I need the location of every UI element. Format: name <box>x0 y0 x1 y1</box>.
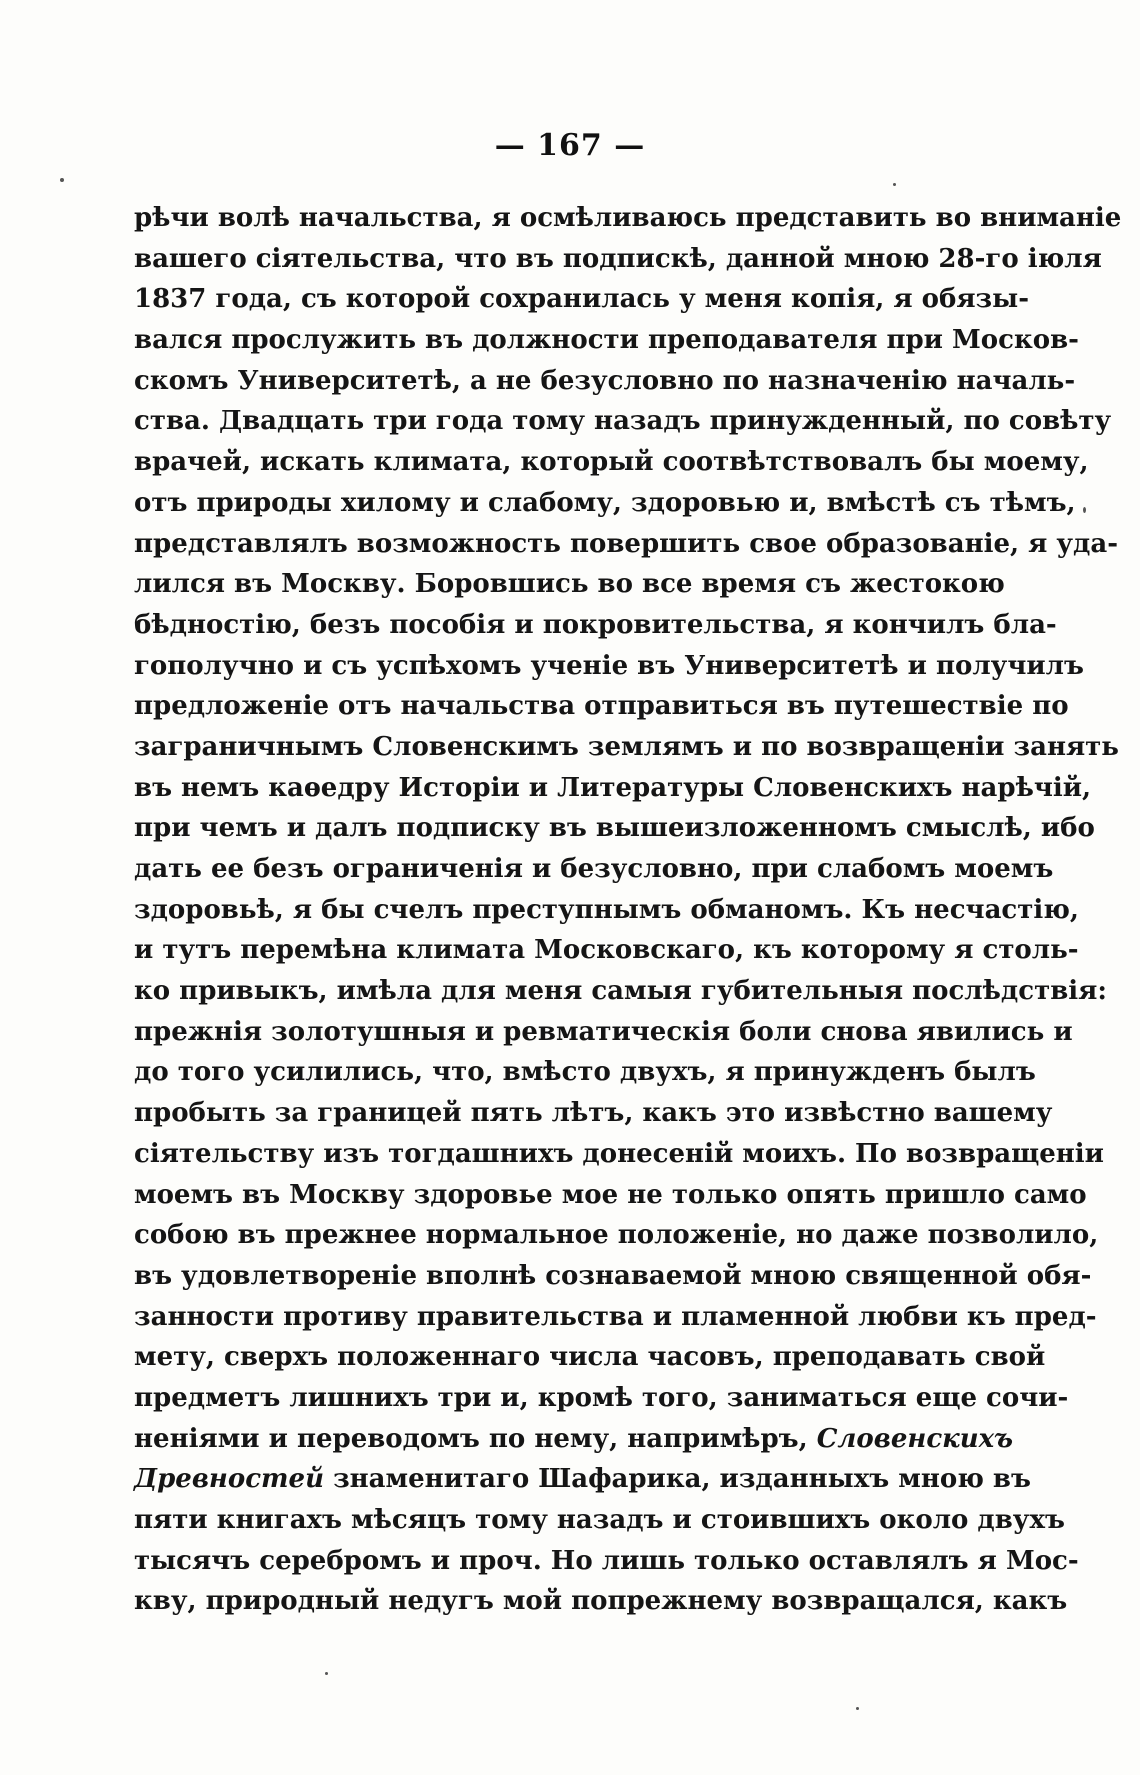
text-line: при чемъ и далъ подписку въ вышеизложенномъ смыслѣ, ибо <box>134 813 1095 844</box>
scan-speck <box>1083 507 1086 513</box>
text-line: сіятельству изъ тогдашнихъ донесеній моихъ. По возвращеніи <box>134 1138 1104 1169</box>
text-line: моемъ въ Москву здоровье мое не только опять пришло само <box>134 1179 1087 1210</box>
text-line: вашего сіятельства, что въ подпискѣ, данной мною 28-го іюля <box>134 243 1102 274</box>
text-line-with-italic <box>134 1459 1031 1500</box>
text-line: предложеніе отъ начальства отправиться въ путешествіе по <box>134 691 1069 722</box>
text-line: прежнія золотушныя и ревматическія боли снова явились и <box>134 1016 1073 1047</box>
scan-speck <box>893 183 896 186</box>
text-line: мету, сверхъ положеннаго числа часовъ, преподавать свой <box>134 1342 1046 1373</box>
text-line: занности противу правительства и пламенной любви къ пред- <box>134 1301 1097 1332</box>
text-fragment: неніями и переводомъ по нему, напримѣръ, <box>134 1423 808 1454</box>
scan-speck <box>325 1672 328 1675</box>
text-line: 1837 года, съ которой сохранилась у меня копія, я обязы- <box>134 284 1029 315</box>
text-line: рѣчи волѣ начальства, я осмѣливаюсь представить во вниманіе <box>134 203 1122 233</box>
text-line: вался прослужить въ должности преподавателя при Москов- <box>134 325 1079 356</box>
text-line: лился въ Москву. Боровшись во все время съ жестокою <box>134 569 1005 600</box>
text-line: собою въ прежнее нормальное положеніе, но даже позволило, <box>134 1220 1099 1251</box>
text-line: дать ее безъ ограниченія и безусловно, при слабомъ моемъ <box>134 854 1054 884</box>
text-line: бѣдностію, безъ пособія и покровительства, я кончилъ бла- <box>134 609 1057 640</box>
text-line: скомъ Университетѣ, а не безусловно по назначенію началь- <box>134 365 1076 396</box>
text-line-with-italic <box>134 1419 1014 1460</box>
text-line: ства. Двадцать три года тому назадъ принужденный, по совѣту <box>134 406 1112 437</box>
text-line: представлялъ возможность повершить свое образованіе, я уда- <box>134 528 1119 559</box>
text-line: въ удовлетвореніе вполнѣ сознаваемой мною священной обя- <box>134 1260 1092 1291</box>
text-line: тысячъ серебромъ и проч. Но лишь только оставлялъ я Мос- <box>134 1545 1079 1576</box>
text-line: до того усилились, что, вмѣсто двухъ, я принужденъ былъ <box>134 1057 1036 1088</box>
text-line: пяти книгахъ мѣсяцъ тому назадъ и стоившихъ около двухъ <box>134 1505 1065 1535</box>
text-line: пробыть за границей пять лѣтъ, какъ это извѣстно вашему <box>134 1098 1053 1129</box>
italic-title-fragment: Словенскихъ <box>816 1423 1014 1454</box>
text-line: здоровьѣ, я бы счелъ преступнымъ обманомъ. Къ несчастію, <box>134 894 1079 925</box>
text-line: врачей, искать климата, который соотвѣтствовалъ бы моему, <box>134 447 1089 478</box>
text-line: и тутъ перемѣна климата Московскаго, къ которому я столь- <box>134 935 1079 966</box>
text-line: гополучно и съ успѣхомъ ученіе въ Университетѣ и получилъ <box>134 650 1084 681</box>
scan-speck <box>60 178 64 182</box>
scan-speck <box>856 1707 859 1710</box>
text-line: предметъ лишнихъ три и, кромѣ того, заниматься еще сочи- <box>134 1382 1069 1413</box>
body-text <box>134 198 1122 1622</box>
page-number: — 167 — <box>494 128 646 163</box>
text-fragment: знаменитаго Шафарика, изданныхъ мною въ <box>333 1464 1031 1495</box>
text-line: ко привыкъ, имѣла для меня самыя губительныя послѣдствія: <box>134 976 1107 1007</box>
text-line: отъ природы хилому и слабому, здоровью и, вмѣстѣ съ тѣмъ, <box>134 487 1076 518</box>
italic-title-fragment: Древностей <box>134 1464 324 1495</box>
text-line: кву, природный недугъ мой попрежнему возвращался, какъ <box>134 1586 1068 1617</box>
text-line: въ немъ каѳедру Исторіи и Литературы Словенскихъ нарѣчій, <box>134 772 1092 803</box>
text-line: заграничнымъ Словенскимъ землямъ и по возвращеніи занять <box>134 731 1119 762</box>
